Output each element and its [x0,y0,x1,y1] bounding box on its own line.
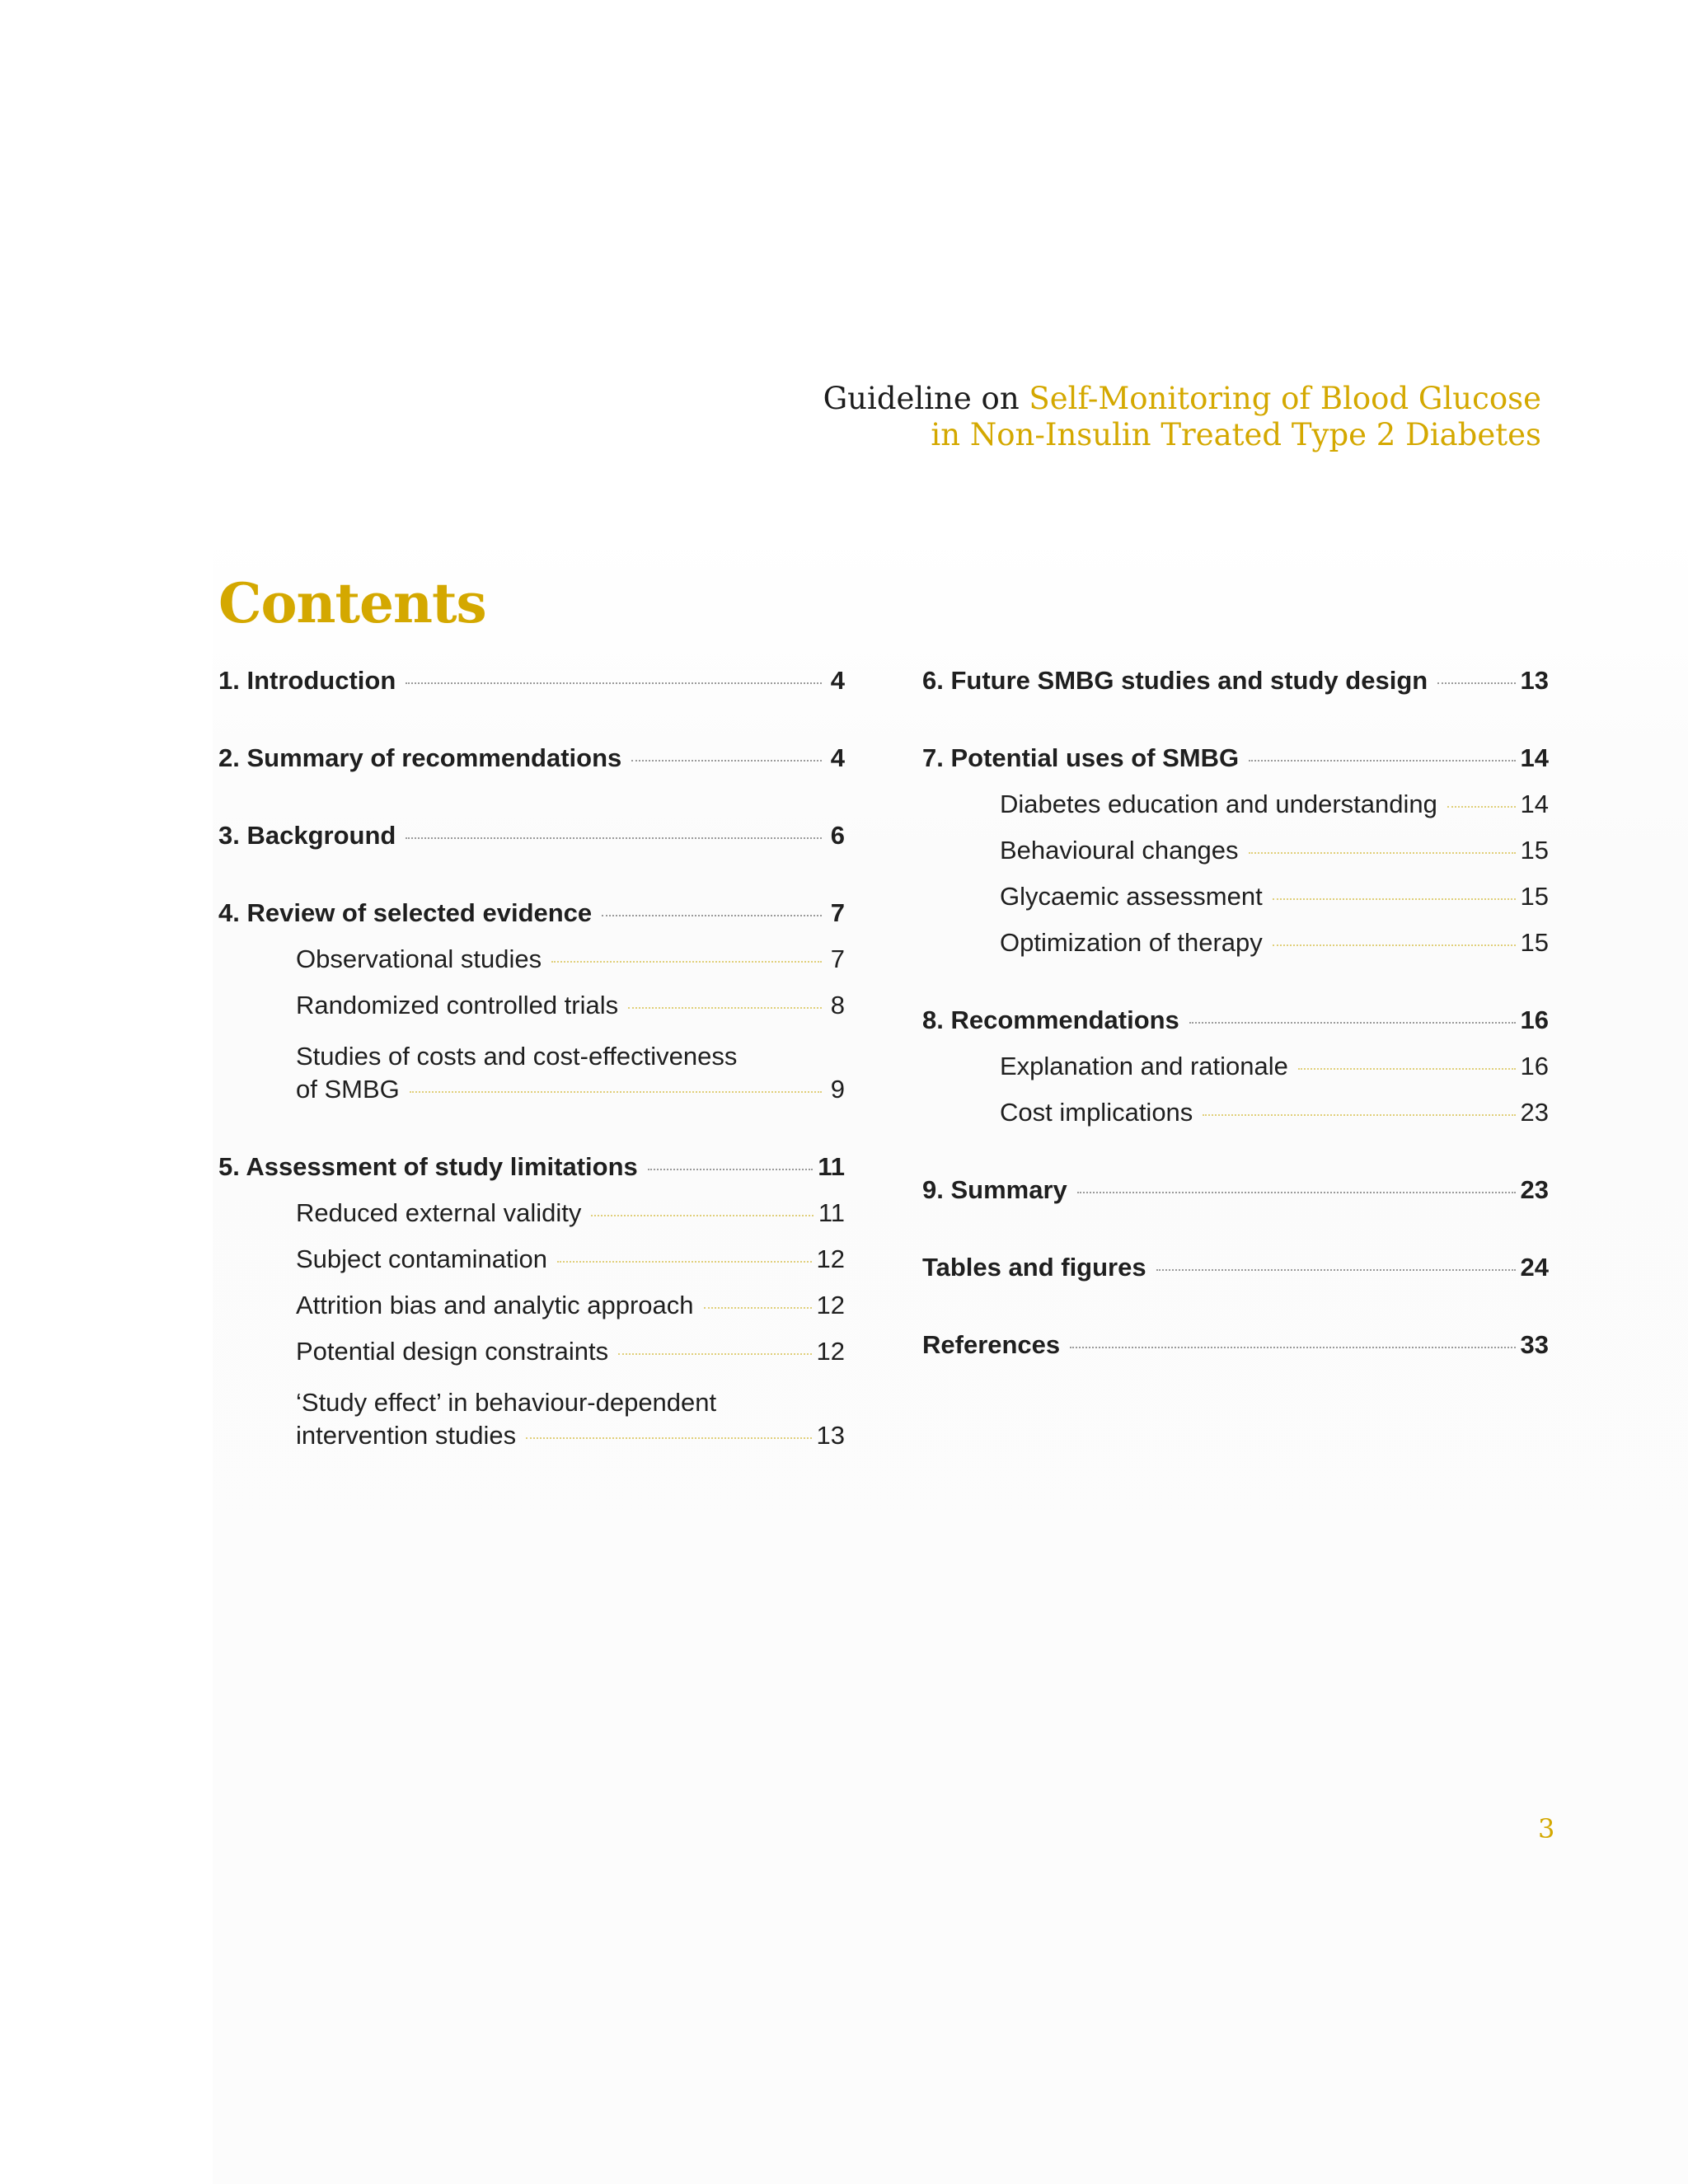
dot-leader [628,1007,822,1009]
toc-subentry-study-effect-line1: ‘Study effect’ in behaviour-dependent [296,1388,717,1417]
dot-leader [410,1091,822,1093]
dot-leader [1273,944,1516,946]
toc-entry-review-of-evidence[interactable]: 4. Review of selected evidence 7 [218,898,845,927]
dot-leader [1077,1192,1516,1193]
dot-leader [591,1215,813,1216]
header-title-line1: Self-Monitoring of Blood Glucose [1029,381,1541,416]
dot-leader [1447,806,1516,808]
dot-leader [1189,1022,1516,1024]
toc-entry-summary-of-recommendations[interactable]: 2. Summary of recommendations 4 [218,743,845,772]
page-number: 3 [1538,1813,1555,1844]
toc-subentry-randomized-trials[interactable]: Randomized controlled trials 8 [296,991,845,1019]
toc-entry-potential-uses[interactable]: 7. Potential uses of SMBG 14 [922,743,1549,772]
toc-entry-tables-and-figures[interactable]: Tables and figures 24 [922,1253,1549,1282]
dot-leader [631,760,822,762]
contents-title: Contents [218,571,486,635]
toc-subentry-external-validity[interactable]: Reduced external validity 11 [296,1198,845,1227]
toc-entry-future-studies[interactable]: 6. Future SMBG studies and study design 13 [922,666,1549,695]
toc-entry-references[interactable]: References 33 [922,1330,1549,1359]
toc-subentry-behavioural-changes[interactable]: Behavioural changes 15 [1000,836,1549,865]
toc-subentry-cost-implications[interactable]: Cost implications 23 [1000,1098,1549,1127]
toc-subentry-design-constraints[interactable]: Potential design constraints 12 [296,1337,845,1366]
toc-subentry-observational-studies[interactable]: Observational studies 7 [296,944,845,973]
document-header [823,381,1541,453]
dot-leader [406,837,822,839]
dot-leader [602,915,822,916]
toc-entry-summary[interactable]: 9. Summary 23 [922,1175,1549,1204]
dot-leader [1203,1114,1515,1116]
toc-right-column [922,666,1549,1370]
header-title-line2: in Non-Insulin Treated Type 2 Diabetes [931,417,1541,452]
toc-subentry-subject-contamination[interactable]: Subject contamination 12 [296,1244,845,1273]
dot-leader [618,1353,811,1355]
toc-subentry-costs-line1: Studies of costs and cost-effectiveness [296,1042,738,1071]
toc-subentry-glycaemic-assessment[interactable]: Glycaemic assessment 15 [1000,882,1549,911]
toc-subentry-study-effect[interactable]: intervention studies 13 [296,1421,845,1450]
toc-entry-study-limitations[interactable]: 5. Assessment of study limitations 11 [218,1152,845,1181]
toc-entry-background[interactable]: 3. Background 6 [218,821,845,850]
dot-leader [406,682,822,684]
toc-entry-introduction[interactable]: 1. Introduction 4 [218,666,845,695]
toc-subentry-attrition-bias[interactable]: Attrition bias and analytic approach 12 [296,1291,845,1319]
toc-entry-recommendations[interactable]: 8. Recommendations 16 [922,1005,1549,1034]
dot-leader [1249,760,1515,762]
toc-left-column [218,666,845,1460]
dot-leader [526,1437,811,1439]
toc-subentry-explanation-rationale[interactable]: Explanation and rationale 16 [1000,1052,1549,1080]
header-prefix: Guideline on [823,381,1020,416]
dot-leader [1070,1347,1515,1348]
dot-leader [551,961,822,963]
dot-leader [1298,1068,1516,1070]
dot-leader [704,1307,812,1309]
dot-leader [648,1169,813,1170]
toc-subentry-diabetes-education[interactable]: Diabetes education and understanding 14 [1000,790,1549,818]
dot-leader [1273,898,1516,900]
dot-leader [1437,682,1515,684]
dot-leader [1156,1269,1516,1271]
toc-subentry-costs[interactable]: of SMBG 9 [296,1075,845,1104]
toc-subentry-optimization-therapy[interactable]: Optimization of therapy 15 [1000,928,1549,957]
dot-leader [557,1261,811,1263]
dot-leader [1249,852,1516,854]
